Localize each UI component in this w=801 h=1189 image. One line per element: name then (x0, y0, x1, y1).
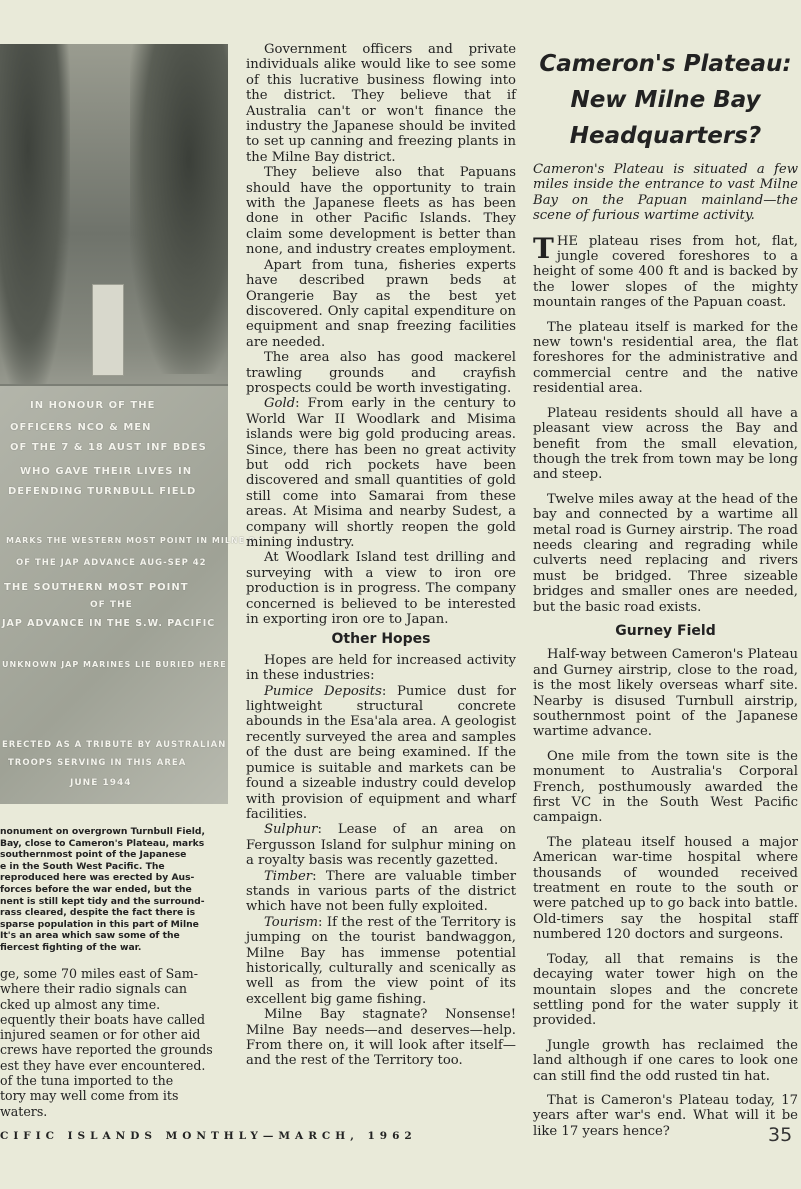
title-line: Headquarters? (569, 123, 762, 149)
paragraph: The plateau itself is marked for the new town's residential area, the flat foreshores for the administrative and commercial centre and the native residential area. (533, 319, 798, 397)
paragraph: Apart from tuna, fisheries experts have described prawn beds at Orangerie Bay as the best yet discovered. Only capital expenditure on equipment and snap freezing facilities are needed. (246, 257, 516, 350)
title-line: Cameron's Plateau: (539, 51, 792, 77)
paragraph: Twelve miles away at the head of the bay and connected by a wartime all metal road is Gurney airstrip. The road needs clearing and regrading while culverts need replacing and rivers must be bridged. Three sizeable bridges and smaller ones are needed, but the basic road exists. (533, 491, 798, 615)
photo-caption: nonument on overgrown Turnbull Field, Bay, close to Cameron's Plateau, marks southernmost point of the Japanese e in the South West Pacific. The reproduced here was erected by Aus- forces before the war ended, but the nent is still kept tidy and the surround- rass cleared, despite the fact there is sparse population in this part of Milne It's an area which saw some of the fiercest fighting of the war. (0, 826, 205, 953)
plaque-line: DEFENDING TURNBULL FIELD (8, 486, 197, 497)
paragraph: That is Cameron's Plateau today, 17 years after war's end. What will it be like 17 years hence? (533, 1092, 798, 1139)
plaque-line: UNKNOWN JAP MARINES LIE BURIED HERE (2, 660, 227, 669)
plaque-line: JUNE 1944 (70, 778, 132, 788)
timber-text: : There are valuable timber stands in various parts of the district which have not been fully exploited. (246, 868, 516, 915)
paragraph-tourism (246, 915, 516, 1007)
paragraph: They believe also that Papuans should have the opportunity to train with the Japanese fleets as has been done in other Pacific Islands. They claim some development is better than none, and industry creates employment. (246, 165, 516, 258)
drop-cap: T (533, 231, 554, 265)
paragraph: Today, all that remains is the decaying water tower high on the mountain slopes and the concrete settling pond for the water supply it provided. (533, 951, 798, 1029)
column-1-continued-text: ge, some 70 miles east of Sam- where their radio signals can cked up almost any time. equently their boats have called injured seamen or for other aid crews have reported the grounds est they have ever encountered. of the tuna imported to the tory may well come from its waters. (0, 966, 213, 1119)
plaque-line: OF THE 7 & 18 AUST INF BDES (10, 442, 207, 453)
gold-text: : From early in the century to World War II Woodlark and Misima islands were big gold producing areas. Since, there has been no great activity but odd rich pockets have been discovered and small quantities of gold still come into Samarai from these areas. At Misima and nearby Sudest, a company will shortly reopen the gold mining industry. (246, 396, 516, 550)
paragraph: Plateau residents should all have a pleasant view across the Bay and benefit from the small elevation, though the trek from town may be long and steep. (533, 405, 798, 483)
plaque-line: WHO GAVE THEIR LIVES IN (20, 466, 193, 477)
paragraph: Government officers and private individuals alike would like to see some of this lucrative business flowing into the district. They believe that if Australia can't or won't finance the industry the Japanese should be invited to set up canning and freezing plants in the Milne Bay district. (246, 42, 516, 165)
column-2 (246, 42, 516, 1069)
monument-plaque (0, 384, 256, 804)
paragraph: The area also has good mackerel trawling grounds and crayfish prospects could be worth investigating. (246, 350, 516, 396)
title-line: New Milne Bay (570, 87, 761, 113)
plaque-line: OF THE (90, 600, 133, 610)
paragraph-sulphur (246, 822, 516, 868)
tree-foliage-left (0, 44, 70, 394)
plaque-line: ERECTED AS A TRIBUTE BY AUSTRALIAN (2, 740, 227, 750)
paragraph-timber (246, 869, 516, 915)
paragraph: Milne Bay stagnate? Nonsense! Milne Bay needs—and deserves—help. From there on, it will look after itself—and the rest of the Territory too. (246, 1007, 516, 1069)
paragraph-pumice (246, 684, 516, 823)
paragraph: The plateau itself housed a major American war-time hospital where thousands of wounded received treatment en route to the south or were patched up to go back into battle. Old-timers say the hospital staff numbered 120 doctors and surgeons. (533, 834, 798, 943)
tourism-label: Tourism (264, 914, 318, 930)
paragraph: Hopes are held for increased activity in these industries: (246, 652, 516, 684)
paragraph: At Woodlark Island test drilling and surveying with a view to iron ore production is in progress. The company concerned is believed to be interested in exporting iron ore to Japan. (246, 550, 516, 628)
paragraph: Jungle growth has reclaimed the land although if one cares to look one can still find the odd rusted tin hat. (533, 1037, 798, 1084)
paragraph: Half-way between Cameron's Plateau and Gurney airstrip, close to the road, is the most likely overseas wharf site. Nearby is disused Turnbull airstrip, southernmost point of the Japanese wartime advance. (533, 647, 798, 740)
pumice-label: Pumice Deposits (264, 683, 382, 699)
sulphur-text: : Lease of an area on Fergusson Island for sulphur mining on a royalty basis was recently gazetted. (246, 822, 516, 869)
column-3 (533, 42, 798, 1148)
plaque-line: JAP ADVANCE IN THE S.W. PACIFIC (2, 618, 216, 629)
plaque-line: OFFICERS NCO & MEN (10, 422, 152, 433)
plaque-line: TROOPS SERVING IN THIS AREA (8, 758, 187, 768)
plaque-line: OF THE JAP ADVANCE AUG-SEP 42 (16, 558, 207, 568)
tourism-text: : If the rest of the Territory is jumping on the tourist bandwaggon, Milne Bay has immense potential historically, culturally and scenically as well as from the view point of its excellent big game fishing. (246, 914, 516, 1007)
plaque-line: IN HONOUR OF THE (30, 400, 156, 411)
gold-label: Gold (264, 396, 296, 412)
article-intro: Cameron's Plateau is situated a few miles inside the entrance to vast Milne Bay on the Papuan mainland—the scene of furious wartime activity. (533, 162, 798, 224)
section-heading-gurney-field: Gurney Field (615, 622, 716, 639)
lead-text: HE plateau rises from hot, flat, jungle covered foreshores to a height of some 400 ft and is backed by the lower slopes of the mighty mountain ranges of the Papuan coast. (533, 233, 798, 311)
tree-foliage-right (130, 44, 228, 374)
plaque-line: THE SOUTHERN MOST POINT (4, 582, 189, 593)
lead-paragraph (533, 231, 798, 311)
paragraph-gold (246, 396, 516, 550)
timber-label: Timber (264, 868, 313, 884)
monument-obelisk (92, 284, 124, 376)
section-heading-other-hopes: Other Hopes (331, 631, 431, 648)
plaque-line: MARKS THE WESTERN MOST POINT IN MILNE B (6, 536, 256, 545)
running-footer: CIFIC ISLANDS MONTHLY—MARCH, 1962 (0, 1130, 417, 1142)
pumice-text: : Pumice dust for lightweight structural concrete abounds in the Esa'ala area. A geologist recently surveyed the area and samples of the dust are being examined. If the pumice is suitable and markets can be found a sizeable industry could develop with provision of equipment and wharf facilities. (246, 683, 516, 822)
article-title (533, 46, 798, 154)
paragraph: One mile from the town site is the monument to Australia's Corporal French, posthumously awarded the first VC in the South West Pacific campaign. (533, 748, 798, 826)
sulphur-label: Sulphur (264, 822, 318, 838)
monument-photo (0, 44, 256, 802)
page-number: 35 (768, 1124, 793, 1146)
